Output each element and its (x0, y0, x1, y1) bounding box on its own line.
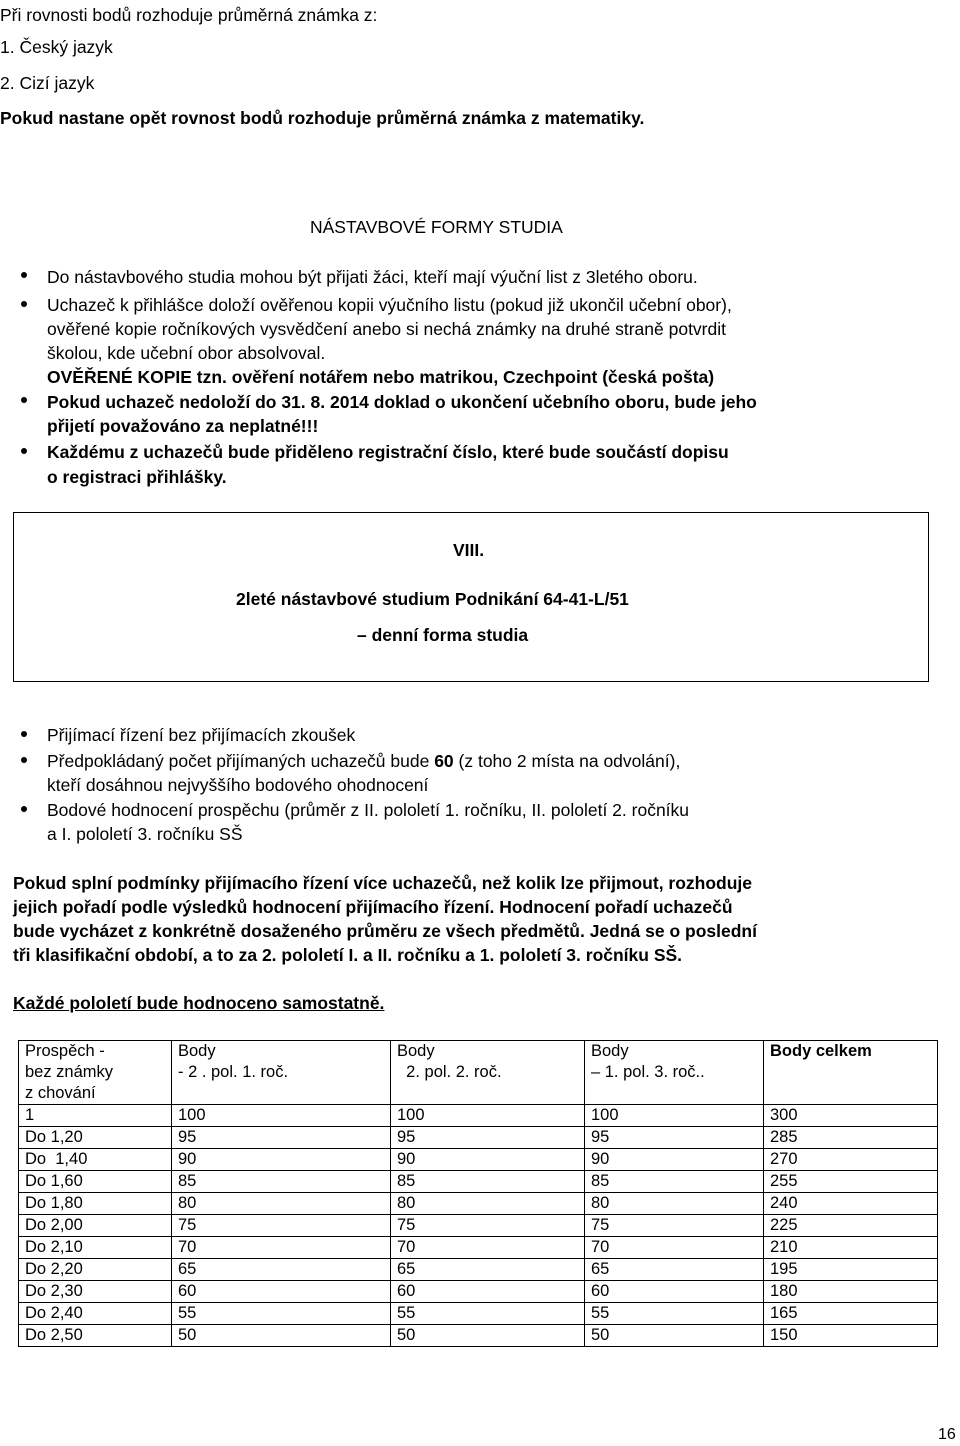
table-cell: 95 (391, 1127, 585, 1149)
nastavbove-bullet-2-line-1: Uchazeč k přihlášce doloží ověřenou kopii výučního listu (pokud již ukončil učební obor), (47, 295, 732, 315)
table-cell: 50 (585, 1325, 764, 1347)
nastavbove-bullet-3-line-2: přijetí považováno za neplatné!!! (47, 416, 319, 436)
table-cell: 300 (764, 1105, 938, 1127)
table-cell: 55 (585, 1303, 764, 1325)
table-cell: Do 1,20 (19, 1127, 172, 1149)
criteria-bullet-3-line-1: Bodové hodnocení prospěchu (průměr z II. pololetí 1. ročníku, II. pololetí 2. ročníku (47, 800, 690, 820)
table-row (19, 1149, 938, 1171)
table-cell: 80 (391, 1193, 585, 1215)
table-cell: Do 1,80 (19, 1193, 172, 1215)
table-cell: 255 (764, 1171, 938, 1193)
table-cell: 85 (585, 1171, 764, 1193)
table-cell: 85 (391, 1171, 585, 1193)
bullet-icon (21, 448, 27, 454)
criteria-bullet-3-line-2: a I. pololetí 3. ročníku SŠ (47, 824, 243, 844)
table-body (19, 1105, 938, 1347)
tiebreak-intro: Při rovnosti bodů rozhoduje průměrná známka z: (0, 5, 378, 25)
table-cell: 60 (585, 1281, 764, 1303)
table-row (19, 1105, 938, 1127)
table-cell: Do 2,50 (19, 1325, 172, 1347)
table-row (19, 1237, 938, 1259)
table-cell: 85 (172, 1171, 391, 1193)
table-cell: Do 2,00 (19, 1215, 172, 1237)
table-cell: 70 (172, 1237, 391, 1259)
table-cell: 60 (391, 1281, 585, 1303)
nastavbove-bullet-2-line-3: školou, kde učební obor absolvoval. (47, 343, 326, 363)
table-cell: 50 (391, 1325, 585, 1347)
table-row (19, 1281, 938, 1303)
tiebreak-item-2: 2. Cizí jazyk (0, 73, 95, 93)
table-cell: Do 2,20 (19, 1259, 172, 1281)
table-cell: 270 (764, 1149, 938, 1171)
table-cell: 1 (19, 1105, 172, 1127)
table-cell: Do 2,40 (19, 1303, 172, 1325)
bullet-icon (21, 301, 27, 307)
score-table (18, 1040, 938, 1347)
table-cell: Do 1,40 (19, 1149, 172, 1171)
table-cell: 180 (764, 1281, 938, 1303)
nastavbove-bullet-1: Do nástavbového studia mohou být přijati žáci, kteří mají výuční list z 3letého oboru. (47, 267, 698, 287)
table-cell: 75 (585, 1215, 764, 1237)
table-cell: 80 (585, 1193, 764, 1215)
table-row (19, 1193, 938, 1215)
tiebreak-item-1: 1. Český jazyk (0, 37, 113, 57)
table-cell: 225 (764, 1215, 938, 1237)
table-cell: 75 (391, 1215, 585, 1237)
table-cell: 90 (585, 1149, 764, 1171)
table-row (19, 1303, 938, 1325)
bullet-icon (21, 757, 27, 763)
table-cell: 95 (172, 1127, 391, 1149)
header-cell-points-1: Body - 2 . pol. 1. roč. (172, 1041, 391, 1105)
table-cell: 80 (172, 1193, 391, 1215)
nastavbove-bullet-2-line-2: ověřené kopie ročníkových vysvědčení anebo si nechá známky na druhé straně potvrdit (47, 319, 726, 339)
criteria-bullet-2-post: (z toho 2 místa na odvolání), (453, 751, 681, 771)
table-cell: 50 (172, 1325, 391, 1347)
evaluation-note: Každé pololetí bude hodnoceno samostatně. (13, 993, 385, 1013)
table-cell: Do 1,60 (19, 1171, 172, 1193)
nastavbove-bullet-4-line-1: Každému z uchazečů bude přiděleno registrační číslo, které bude součástí dopisu (47, 442, 729, 462)
table-header-row (19, 1041, 938, 1105)
criteria-bullet-2-pre: Předpokládaný počet přijímaných uchazečů bude (47, 751, 435, 771)
table-cell: 75 (172, 1215, 391, 1237)
table-row (19, 1171, 938, 1193)
table-cell: 150 (764, 1325, 938, 1347)
table-row (19, 1127, 938, 1149)
nastavbove-bullet-3-line-1: Pokud uchazeč nedoloží do 31. 8. 2014 doklad o ukončení učebního oboru, bude jeho (47, 392, 757, 412)
tiebreak-final: Pokud nastane opět rovnost bodů rozhoduje průměrná známka z matematiky. (0, 108, 645, 128)
bullet-icon (21, 806, 27, 812)
bullet-icon (21, 731, 27, 737)
header-cell-grade: Prospěch - bez známky z chování (19, 1041, 172, 1105)
table-cell: 55 (391, 1303, 585, 1325)
program-title: 2leté nástavbové studium Podnikání 64-41-L/51 (236, 589, 629, 609)
bullet-icon (21, 272, 27, 278)
table-cell: 210 (764, 1237, 938, 1259)
nastavbove-bullet-4-line-2: o registraci přihlášky. (47, 467, 227, 487)
study-form: – denní forma studia (357, 625, 529, 645)
table-cell: 285 (764, 1127, 938, 1149)
table-cell: 70 (585, 1237, 764, 1259)
criteria-applicant-count: 60 (434, 751, 454, 771)
section-number: VIII. (453, 540, 485, 560)
nastavbove-bullet-2-line-4: OVĚŘENÉ KOPIE tzn. ověření notářem nebo matrikou, Czechpoint (česká pošta) (47, 367, 715, 387)
rule-line-1: Pokud splní podmínky přijímacího řízení více uchazečů, než kolik lze přijmout, rozhoduje (13, 873, 753, 893)
table-cell: 65 (172, 1259, 391, 1281)
table-row (19, 1325, 938, 1347)
table-cell: 100 (585, 1105, 764, 1127)
table-cell: 90 (172, 1149, 391, 1171)
table-cell: 195 (764, 1259, 938, 1281)
page-number: 16 (938, 1426, 956, 1443)
table-cell: 65 (391, 1259, 585, 1281)
table-cell: 240 (764, 1193, 938, 1215)
table-cell: 100 (172, 1105, 391, 1127)
rule-line-3: bude vycházet z konkrétně dosaženého průměru ze všech předmětů. Jedná se o poslední (13, 921, 757, 941)
rule-line-4: tři klasifikační období, a to za 2. pololetí I. a II. ročníku a 1. pololetí 3. ročníku SŠ. (13, 945, 683, 965)
table-row (19, 1215, 938, 1237)
table-cell: Do 2,30 (19, 1281, 172, 1303)
criteria-bullet-2-line-2: kteří dosáhnou nejvyššího bodového ohodnocení (47, 775, 429, 795)
header-cell-points-2: Body 2. pol. 2. roč. (391, 1041, 585, 1105)
header-cell-points-3: Body – 1. pol. 3. roč.. (585, 1041, 764, 1105)
table-cell: 70 (391, 1237, 585, 1259)
table-row (19, 1259, 938, 1281)
rule-line-2: jejich pořadí podle výsledků hodnocení přijímacího řízení. Hodnocení pořadí uchazečů (13, 897, 733, 917)
table-cell: 95 (585, 1127, 764, 1149)
bullet-icon (21, 397, 27, 403)
table-cell: 165 (764, 1303, 938, 1325)
criteria-bullet-1: Přijímací řízení bez přijímacích zkoušek (47, 725, 356, 745)
table-cell: 100 (391, 1105, 585, 1127)
table-cell: Do 2,10 (19, 1237, 172, 1259)
table-cell: 65 (585, 1259, 764, 1281)
table-cell: 90 (391, 1149, 585, 1171)
criteria-bullet-2-line-1 (47, 750, 680, 772)
header-cell-total: Body celkem (764, 1041, 938, 1105)
table-cell: 60 (172, 1281, 391, 1303)
table-cell: 55 (172, 1303, 391, 1325)
section-heading: NÁSTAVBOVÉ FORMY STUDIA (310, 217, 563, 237)
